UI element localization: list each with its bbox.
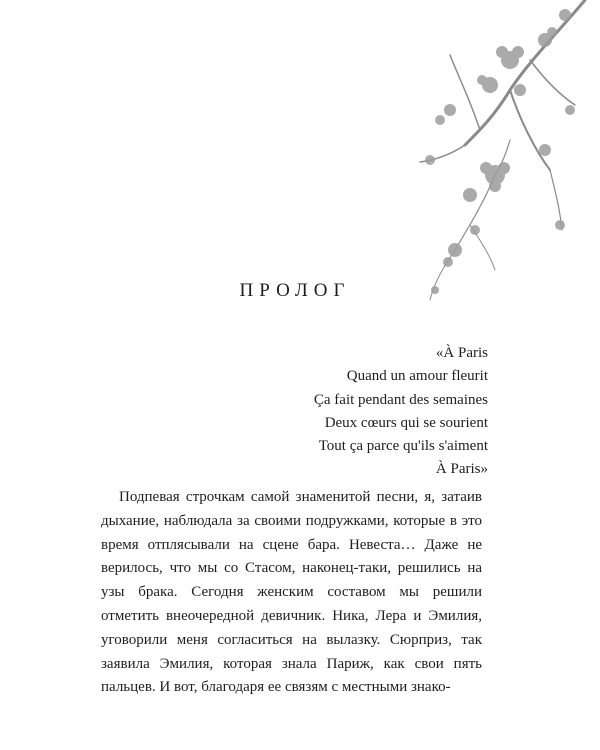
- cherry-blossom-branch-illustration: [410, 0, 590, 320]
- epigraph-line: Ça fait pendant des semaines: [313, 391, 488, 408]
- epigraph-line: Quand un amour fleurit: [346, 368, 488, 385]
- epigraph-line: À Paris»: [435, 461, 488, 478]
- epigraph-line: Deux cœurs qui se sourient: [324, 414, 488, 431]
- chapter-title: ПРОЛОГ: [239, 280, 351, 301]
- epigraph-line: «À Paris: [435, 345, 488, 361]
- body-text: [101, 486, 482, 700]
- paragraph: Подпевая строчкам самой знаменитой песни, я, затаив дыхание, наблюдала за своими подружками, которые в это время отплясывали на сцене бара. Невеста… Даже не верилось, что мы со Стасом, наконец-таки, решились на узы брака. Сегодня женским составом мы решили отметить внеочередной девичник. Ника, Лера и Эмилия, уговорили меня согласиться на вылазку. Сюрприз, так заявила Эмилия, которая знала Париж, как свои пять пальцев. И вот, благодаря ее связям с местными знако-: [101, 489, 482, 696]
- epigraph-line: Tout ça parce qu'ils s'aiment: [318, 438, 488, 455]
- epigraph: [314, 342, 488, 482]
